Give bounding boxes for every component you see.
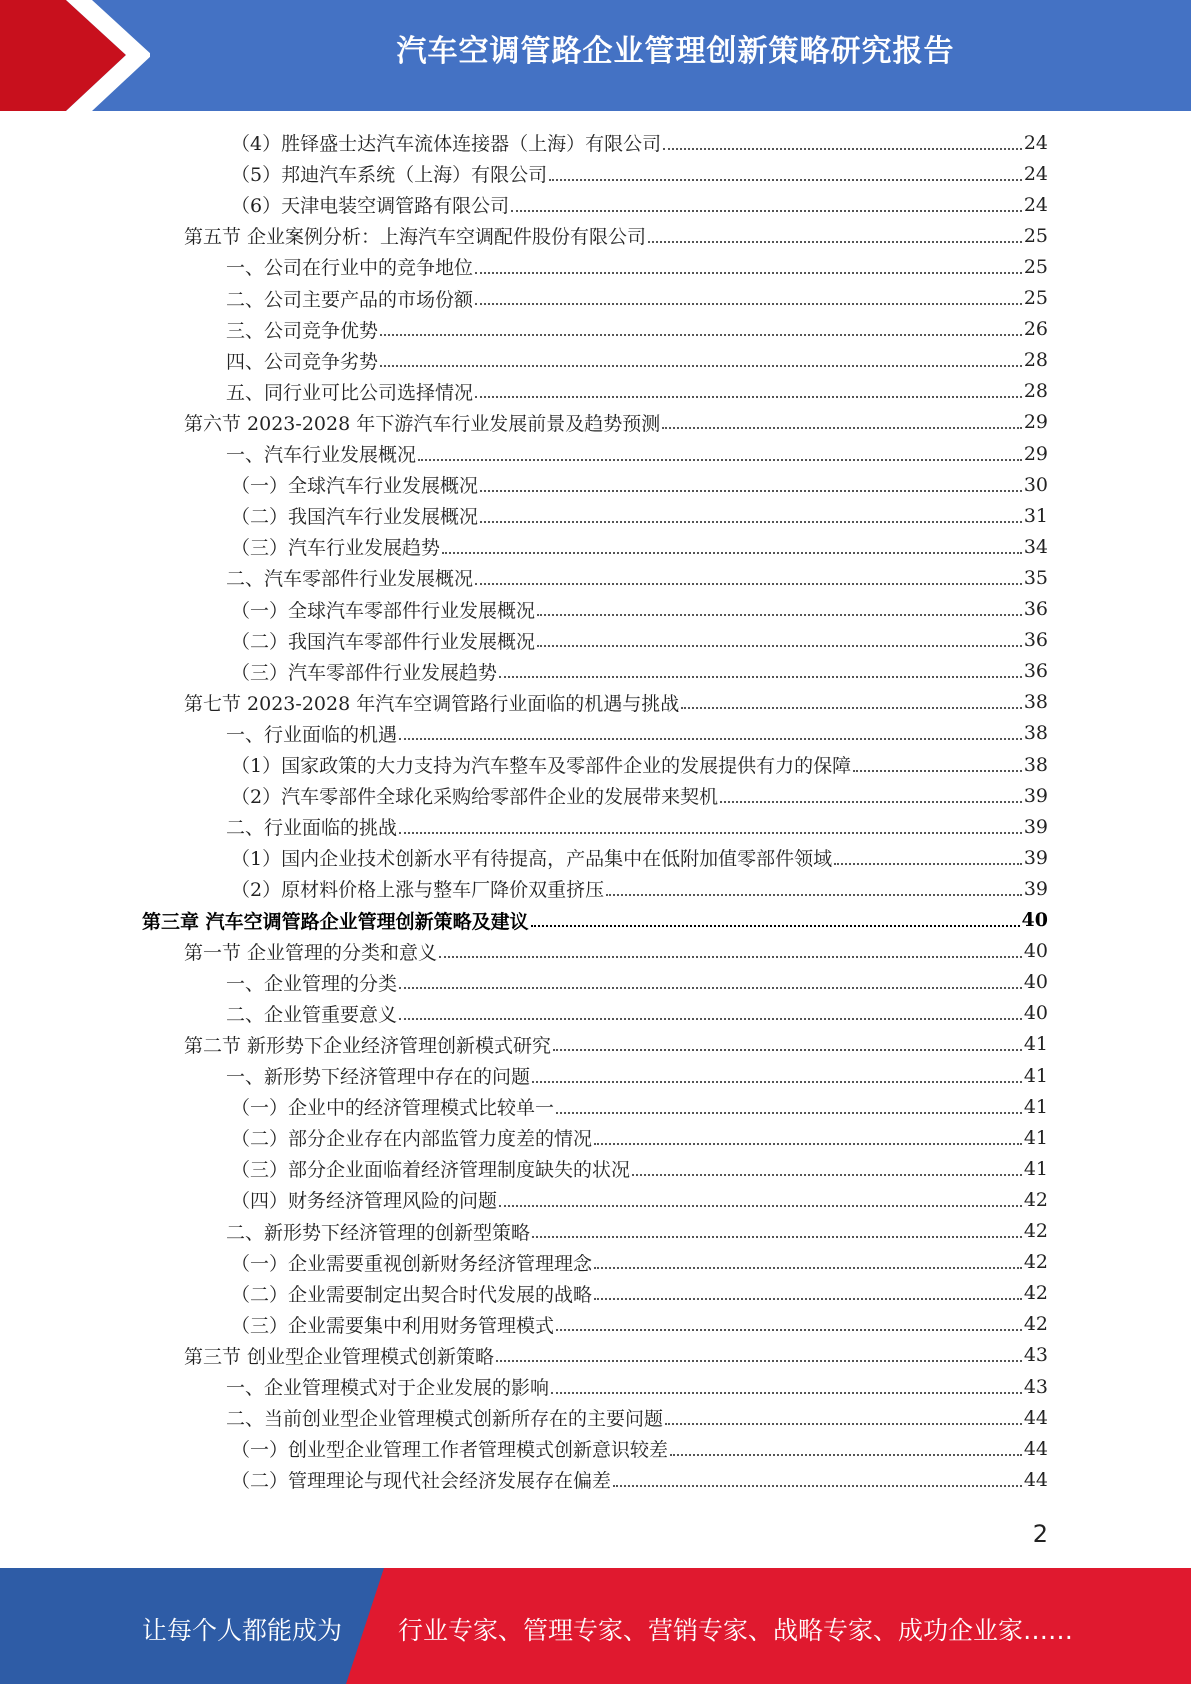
toc-entry-page: 38 [1023, 753, 1048, 776]
toc-entry-page: 30 [1023, 473, 1048, 496]
toc-entry-page: 40 [1023, 940, 1048, 963]
toc-entry-page: 44 [1023, 1406, 1048, 1429]
toc-entry[interactable] [231, 749, 1048, 780]
toc-leader-dots [418, 459, 1022, 461]
toc-entry[interactable] [231, 500, 1048, 531]
toc-entry-page: 36 [1023, 629, 1048, 652]
toc-entry-title: （二）企业需要制定出契合时代发展的战略 [231, 1283, 593, 1306]
toc-leader-dots [499, 676, 1022, 678]
toc-entry[interactable] [231, 158, 1048, 189]
footer-slogan-left: 让每个人都能成为 [142, 1616, 343, 1645]
toc-entry[interactable] [226, 811, 1048, 842]
toc-entry-title: 第七节 2023-2028 年汽车空调管路行业面临的机遇与挑战 [184, 692, 680, 715]
page-number: 2 [1032, 1520, 1048, 1548]
toc-entry-page: 38 [1023, 691, 1048, 714]
toc-entry-title: （2）原材料价格上涨与整车厂降价双重挤压 [231, 879, 605, 902]
toc-entry-title: 二、企业管重要意义 [226, 1003, 398, 1026]
toc-entry-title: 第六节 2023-2028 年下游汽车行业发展前景及趋势预测 [184, 412, 661, 435]
toc-leader-dots [442, 552, 1022, 554]
report-title: 汽车空调管路企业管理创新策略研究报告 [396, 34, 955, 69]
page-header [0, 0, 1191, 111]
toc-leader-dots [670, 1454, 1022, 1456]
toc-entry-page: 41 [1023, 1095, 1048, 1118]
toc-leader-dots [380, 334, 1022, 336]
toc-entry[interactable] [226, 1402, 1048, 1433]
toc-leader-dots [853, 770, 1022, 772]
toc-entry-page: 39 [1023, 815, 1048, 838]
toc-entry-page: 24 [1023, 193, 1048, 216]
toc-leader-dots [532, 1081, 1022, 1083]
toc-entry-page: 41 [1023, 1157, 1048, 1180]
toc-entry[interactable] [184, 220, 1048, 251]
toc-entry-page: 42 [1023, 1188, 1048, 1211]
toc-entry[interactable] [231, 656, 1048, 687]
toc-leader-dots [480, 521, 1022, 523]
toc-entry-page: 40 [1021, 909, 1048, 931]
toc-entry[interactable] [226, 283, 1048, 314]
toc-leader-dots [681, 707, 1022, 709]
toc-entry-page: 44 [1023, 1468, 1048, 1491]
toc-entry-title: 一、行业面临的机遇 [226, 723, 398, 746]
toc-leader-dots [720, 801, 1022, 803]
toc-leader-dots [632, 1174, 1022, 1176]
toc-entry-title: （二）管理理论与现代社会经济发展存在偏差 [231, 1470, 612, 1493]
toc-leader-dots [549, 179, 1022, 181]
toc-entry[interactable] [226, 438, 1048, 469]
toc-leader-dots [613, 1485, 1022, 1487]
toc-entry-page: 24 [1023, 131, 1048, 154]
toc-entry-title: 三、公司竞争优势 [226, 319, 379, 342]
page-footer [0, 1568, 1191, 1684]
toc-entry-title: （2）汽车零部件全球化采购给零部件企业的发展带来契机 [231, 786, 719, 809]
toc-entry-page: 41 [1023, 1033, 1048, 1056]
toc-entry[interactable] [231, 842, 1048, 873]
toc-entry-page: 40 [1023, 1002, 1048, 1025]
toc-entry-title: 二、新形势下经济管理的创新型策略 [226, 1221, 531, 1244]
toc-entry-page: 38 [1023, 722, 1048, 745]
toc-entry-title: （四）财务经济管理风险的问题 [231, 1190, 498, 1213]
toc-entry-title: （二）我国汽车行业发展概况 [231, 506, 479, 529]
toc-entry-title: 一、企业管理模式对于企业发展的影响 [226, 1377, 550, 1399]
toc-entry-title: 二、行业面临的挑战 [226, 817, 398, 840]
toc-entry[interactable] [226, 998, 1048, 1029]
toc-leader-dots [663, 148, 1022, 150]
toc-entry[interactable] [226, 314, 1048, 345]
toc-entry[interactable] [184, 407, 1048, 438]
toc-entry-title: 五、同行业可比公司选择情况 [226, 381, 474, 404]
toc-entry-page: 24 [1023, 162, 1048, 185]
toc-entry[interactable] [142, 905, 1048, 936]
toc-entry[interactable] [231, 1278, 1048, 1309]
toc-entry-title: 一、汽车行业发展概况 [226, 444, 417, 466]
toc-entry[interactable] [231, 531, 1048, 562]
toc-entry[interactable] [231, 625, 1048, 656]
toc-entry-title: 四、公司竞争劣势 [226, 350, 379, 373]
toc-entry-title: （三）汽车行业发展趋势 [231, 537, 441, 560]
toc-entry-page: 39 [1023, 877, 1048, 900]
toc-entry-page: 29 [1023, 411, 1048, 434]
toc-leader-dots [511, 210, 1022, 212]
toc-entry[interactable] [226, 1371, 1048, 1402]
toc-entry-page: 41 [1023, 1126, 1048, 1149]
toc-entry-page: 42 [1023, 1282, 1048, 1305]
toc-entry-page: 43 [1023, 1375, 1048, 1398]
toc-entry-title: 第三节 创业型企业管理模式创新策略 [184, 1345, 495, 1368]
toc-leader-dots [594, 1143, 1022, 1145]
toc-entry-title: 二、汽车零部件行业发展概况 [226, 568, 474, 591]
toc-leader-dots [532, 1236, 1022, 1238]
toc-entry-title: 二、公司主要产品的市场份额 [226, 288, 474, 311]
toc-leader-dots [399, 987, 1022, 989]
toc-entry[interactable] [184, 687, 1048, 718]
toc-leader-dots [537, 614, 1022, 616]
toc-entry[interactable] [226, 718, 1048, 749]
toc-entry-title: 第一节 企业管理的分类和意义 [184, 941, 438, 964]
toc-entry-title: 一、公司在行业中的竞争地位 [226, 257, 474, 280]
toc-entry[interactable] [184, 936, 1048, 967]
toc-leader-dots [499, 1205, 1022, 1207]
toc-leader-dots [553, 1049, 1022, 1051]
toc-entry[interactable] [231, 594, 1048, 625]
toc-entry-page: 28 [1023, 349, 1048, 372]
toc-entry-title: （三）企业需要集中利用财务管理模式 [231, 1314, 555, 1337]
toc-entry-page: 36 [1023, 660, 1048, 683]
toc-entry[interactable] [226, 562, 1048, 593]
toc-leader-dots [606, 894, 1022, 896]
toc-entry-title: （三）汽车零部件行业发展趋势 [231, 661, 498, 684]
toc-entry[interactable] [184, 1340, 1048, 1371]
toc-leader-dots [475, 583, 1022, 585]
toc-entry[interactable] [231, 1309, 1048, 1340]
toc-leader-dots [399, 738, 1022, 740]
footer-slogan-right: 行业专家、管理专家、营销专家、战略专家、成功企业家…… [398, 1616, 1074, 1645]
toc-entry[interactable] [226, 251, 1048, 282]
toc-entry[interactable] [231, 189, 1048, 220]
toc-entry-title: （5）邦迪汽车系统（上海）有限公司 [231, 164, 548, 187]
toc-leader-dots [665, 1423, 1022, 1425]
toc-leader-dots [439, 956, 1022, 958]
toc-entry[interactable] [231, 1184, 1048, 1215]
toc-leader-dots [380, 365, 1022, 367]
toc-entry-title: 一、企业管理的分类 [226, 972, 398, 995]
toc-entry-page: 39 [1023, 784, 1048, 807]
toc-entry-page: 36 [1023, 598, 1048, 620]
toc-entry-page: 42 [1023, 1313, 1048, 1336]
toc-entry-title: （一）企业需要重视创新财务经济管理理念 [231, 1252, 593, 1275]
toc-entry-page: 39 [1023, 846, 1048, 869]
toc-leader-dots [399, 1018, 1022, 1020]
toc-entry[interactable] [226, 1216, 1048, 1247]
toc-entry-title: （4）胜铎盛士达汽车流体连接器（上海）有限公司 [231, 133, 662, 155]
toc-entry-page: 35 [1023, 566, 1048, 589]
toc-leader-dots [551, 1392, 1022, 1394]
toc-entry[interactable] [231, 1091, 1048, 1122]
toc-leader-dots [834, 863, 1022, 865]
toc-entry[interactable] [231, 1433, 1048, 1464]
toc-entry-page: 25 [1023, 287, 1048, 309]
toc-entry-page: 43 [1023, 1344, 1048, 1367]
toc-entry-page: 26 [1023, 318, 1048, 341]
toc-entry[interactable] [231, 469, 1048, 500]
toc-entry-page: 42 [1023, 1220, 1048, 1242]
toc-entry-page: 31 [1023, 504, 1048, 527]
toc-entry-title: （一）全球汽车零部件行业发展概况 [231, 599, 536, 622]
toc-leader-dots [475, 303, 1022, 305]
toc-entry-title: （一）创业型企业管理工作者管理模式创新意识较差 [231, 1439, 669, 1462]
toc-entry-title: （三）部分企业面临着经济管理制度缺失的状况 [231, 1159, 631, 1182]
toc-entry[interactable] [231, 1247, 1048, 1278]
toc-entry[interactable] [184, 1029, 1048, 1060]
toc-entry-title: 第三章 汽车空调管路企业管理创新策略及建议 [142, 910, 529, 933]
toc-entry-title: （1）国家政策的大力支持为汽车整车及零部件企业的发展提供有力的保障 [231, 755, 852, 777]
toc-entry-title: 第五节 企业案例分析：上海汽车空调配件股份有限公司 [184, 226, 647, 249]
toc-entry-page: 25 [1023, 255, 1048, 278]
toc-entry[interactable] [231, 873, 1048, 904]
toc-leader-dots [399, 832, 1022, 834]
toc-leader-dots [531, 925, 1020, 927]
toc-entry-title: （二）我国汽车零部件行业发展概况 [231, 630, 536, 653]
toc-leader-dots [496, 1360, 1022, 1362]
toc-entry[interactable] [231, 1153, 1048, 1184]
toc-leader-dots [594, 1298, 1022, 1300]
toc-entry[interactable] [226, 967, 1048, 998]
toc-leader-dots [594, 1267, 1022, 1269]
toc-leader-dots [475, 396, 1022, 398]
toc-entry-title: （二）部分企业存在内部监管力度差的情况 [231, 1128, 593, 1151]
toc-entry-title: （一）企业中的经济管理模式比较单一 [231, 1097, 555, 1120]
toc-entry-page: 40 [1023, 971, 1048, 994]
toc-entry[interactable] [226, 345, 1048, 376]
toc-leader-dots [556, 1329, 1022, 1331]
toc-entry[interactable] [231, 1122, 1048, 1153]
toc-leader-dots [537, 645, 1022, 647]
toc-entry[interactable] [231, 1464, 1048, 1495]
toc-leader-dots [662, 427, 1022, 429]
toc-entry-title: （6）天津电装空调管路有限公司 [231, 195, 510, 218]
toc-leader-dots [475, 272, 1022, 274]
toc-entry-page: 41 [1023, 1064, 1048, 1087]
toc-entry-page: 28 [1023, 380, 1048, 403]
toc-entry-title: （一）全球汽车行业发展概况 [231, 475, 479, 498]
toc-entry-page: 29 [1023, 442, 1048, 465]
toc-entry-page: 34 [1023, 535, 1048, 558]
toc-entry[interactable] [226, 376, 1048, 407]
toc-entry-page: 25 [1023, 224, 1048, 247]
toc-entry-page: 42 [1023, 1251, 1048, 1274]
toc-leader-dots [556, 1112, 1022, 1114]
toc-leader-dots [648, 241, 1022, 243]
toc-leader-dots [480, 490, 1022, 492]
toc-entry[interactable] [231, 127, 1048, 158]
toc-entry[interactable] [231, 780, 1048, 811]
toc-entry-title: 一、新形势下经济管理中存在的问题 [226, 1066, 531, 1088]
toc-entry-title: （1）国内企业技术创新水平有待提高，产品集中在低附加值零部件领域 [231, 848, 833, 871]
toc-entry[interactable] [226, 1060, 1048, 1091]
toc-entry-title: 第二节 新形势下企业经济管理创新模式研究 [184, 1034, 552, 1057]
toc-entry-page: 44 [1023, 1437, 1048, 1460]
toc-entry-title: 二、当前创业型企业管理模式创新所存在的主要问题 [226, 1408, 664, 1431]
